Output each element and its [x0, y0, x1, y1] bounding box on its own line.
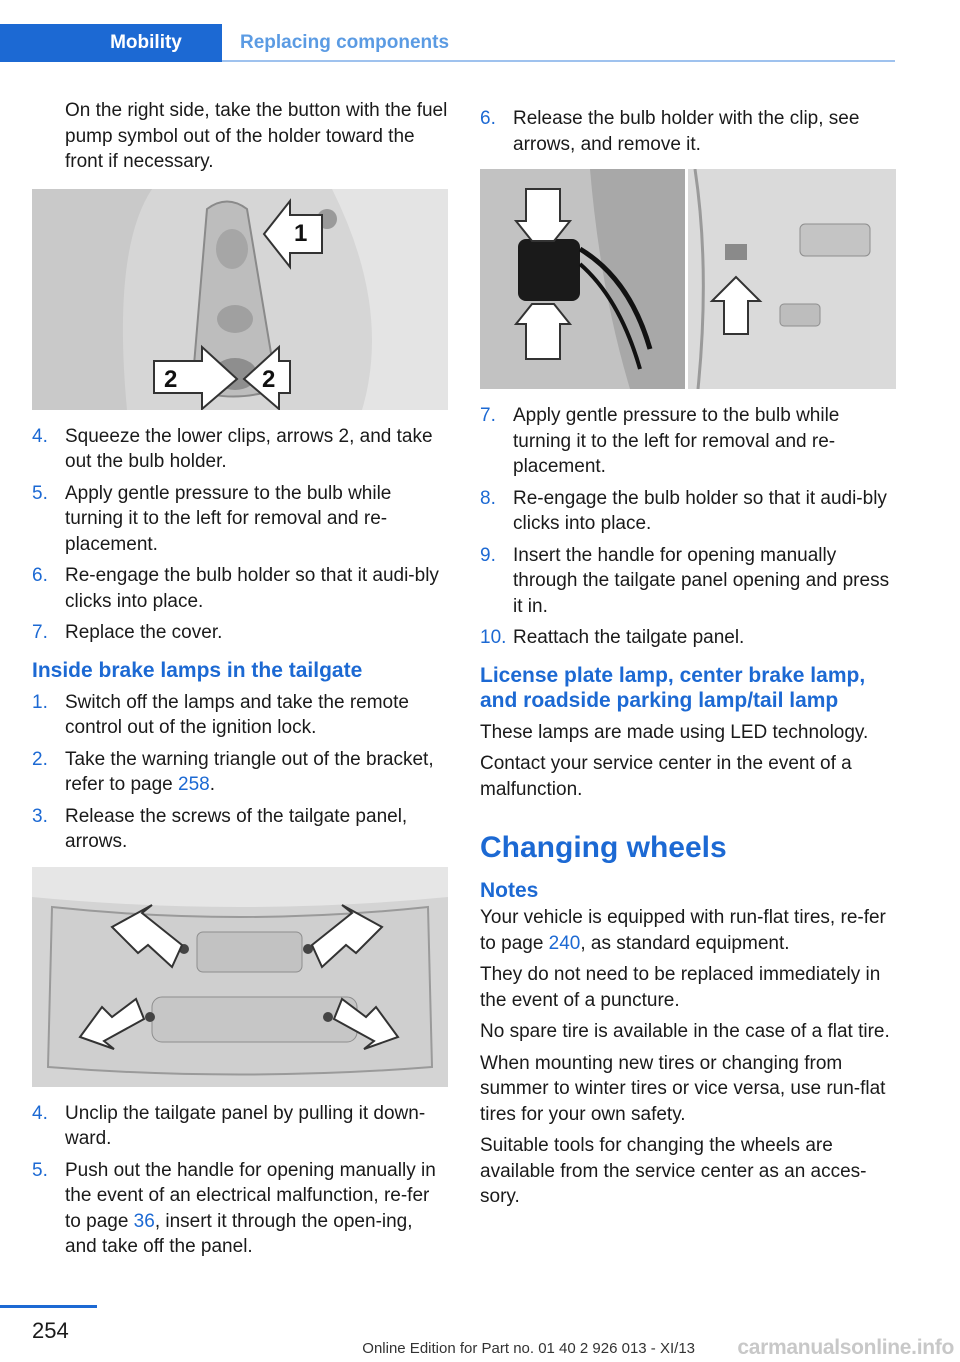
paragraph-mounting: When mounting new tires or changing from summer to winter tires or vice versa, use run-flat tires for your own safety. [480, 1052, 886, 1125]
intro-paragraph: On the right side, take the button with the fuel pump symbol out of the holder toward the front if necessary. [65, 100, 448, 172]
steps-list-c [32, 1101, 448, 1260]
figure-tailgate-panel-illustration [32, 867, 448, 1087]
paragraph-puncture: They do not need to be replaced immediately in the event of a puncture. [480, 964, 881, 1011]
footer-edition-note: Online Edition for Part no. 01 40 2 926 013 - XI/13 [362, 1340, 695, 1357]
list-item: 6. Release the bulb holder with the clip, see arrows, and remove it. [480, 108, 860, 155]
list-item: 5. Push out the handle for opening manually in the event of an electrical malfunction, re-fer to page 36, insert it through the open-ing, and take off the panel. [32, 1159, 436, 1257]
right-column [480, 106, 896, 1216]
header-rule [222, 60, 895, 62]
left-column [32, 98, 448, 1266]
page-number: 254 [32, 1318, 69, 1343]
paragraph-led: These lamps are made using LED technology. [480, 721, 869, 743]
paragraph-service-center: Contact your service center in the event of a malfunction. [480, 753, 852, 800]
subheading-notes: Notes [480, 879, 539, 902]
paragraph-run-flat: Your vehicle is equipped with run-flat tires, re-fer to page 240, as standard equipment. [480, 907, 886, 954]
steps-list-right-a [480, 106, 896, 157]
list-item: 10. Reattach the tailgate panel. [480, 627, 745, 648]
page-header [0, 24, 895, 62]
list-item: 7. Apply gentle pressure to the bulb while turning it to the left for removal and re-placement. [480, 405, 840, 477]
fig1-label-1: 1 [294, 219, 308, 247]
page-link-258[interactable]: 258 [178, 774, 210, 795]
list-item: 9. Insert the handle for opening manually through the tailgate panel opening and press it in. [480, 544, 890, 617]
figure-tailgate-panel [32, 867, 448, 1087]
section-tab: Mobility [0, 24, 222, 62]
fig1-label-2-left: 2 [164, 365, 178, 393]
steps-list-b [32, 690, 448, 855]
steps-list-a [32, 424, 448, 646]
paragraph-tools: Suitable tools for changing the wheels are available from the service center as an acces-sory. [480, 1135, 867, 1207]
list-item: 1. Switch off the lamps and take the remote control out of the ignition lock. [32, 691, 409, 738]
list-item: 3. Release the screws of the tailgate panel, arrows. [32, 805, 408, 852]
section-heading-changing-wheels: Changing wheels [480, 831, 727, 864]
list-item: 7. Replace the cover. [32, 622, 223, 643]
figure-bulb-holder-clip [480, 169, 896, 389]
paragraph-no-spare: No spare tire is available in the case of a flat tire. [480, 1021, 890, 1042]
subsection-label: Replacing components [240, 32, 450, 53]
fig1-label-2-right: 2 [262, 365, 276, 393]
page-link-36[interactable]: 36 [133, 1210, 155, 1232]
figure-bulb-holder-clip-illustration [480, 169, 896, 389]
list-item: 4. Squeeze the lower clips, arrows 2, and take out the bulb holder. [32, 425, 433, 472]
page-link-240[interactable]: 240 [548, 932, 581, 954]
list-item: 6. Re-engage the bulb holder so that it audi-bly clicks into place. [32, 565, 439, 612]
figure-tail-lamp-holder [32, 189, 448, 410]
page-number-rule [0, 1305, 97, 1308]
section-heading-inside-brake-lamps: Inside brake lamps in the tailgate [32, 658, 363, 682]
list-item: 5. Apply gentle pressure to the bulb while turning it to the left for removal and re-placement. [32, 482, 392, 555]
list-item: 4. Unclip the tailgate panel by pulling it down-ward. [32, 1102, 426, 1149]
watermark: carmanualsonline.info [737, 1336, 954, 1359]
list-item: 2. Take the warning triangle out of the bracket, refer to page 258. [32, 748, 434, 795]
steps-list-right-b [480, 403, 896, 651]
list-item: 8. Re-engage the bulb holder so that it audi-bly clicks into place. [480, 487, 887, 534]
figure-tail-lamp-holder-illustration [32, 189, 448, 410]
section-heading-led-lamps: License plate lamp, center brake lamp, and roadside parking lamp/tail lamp [480, 663, 866, 712]
